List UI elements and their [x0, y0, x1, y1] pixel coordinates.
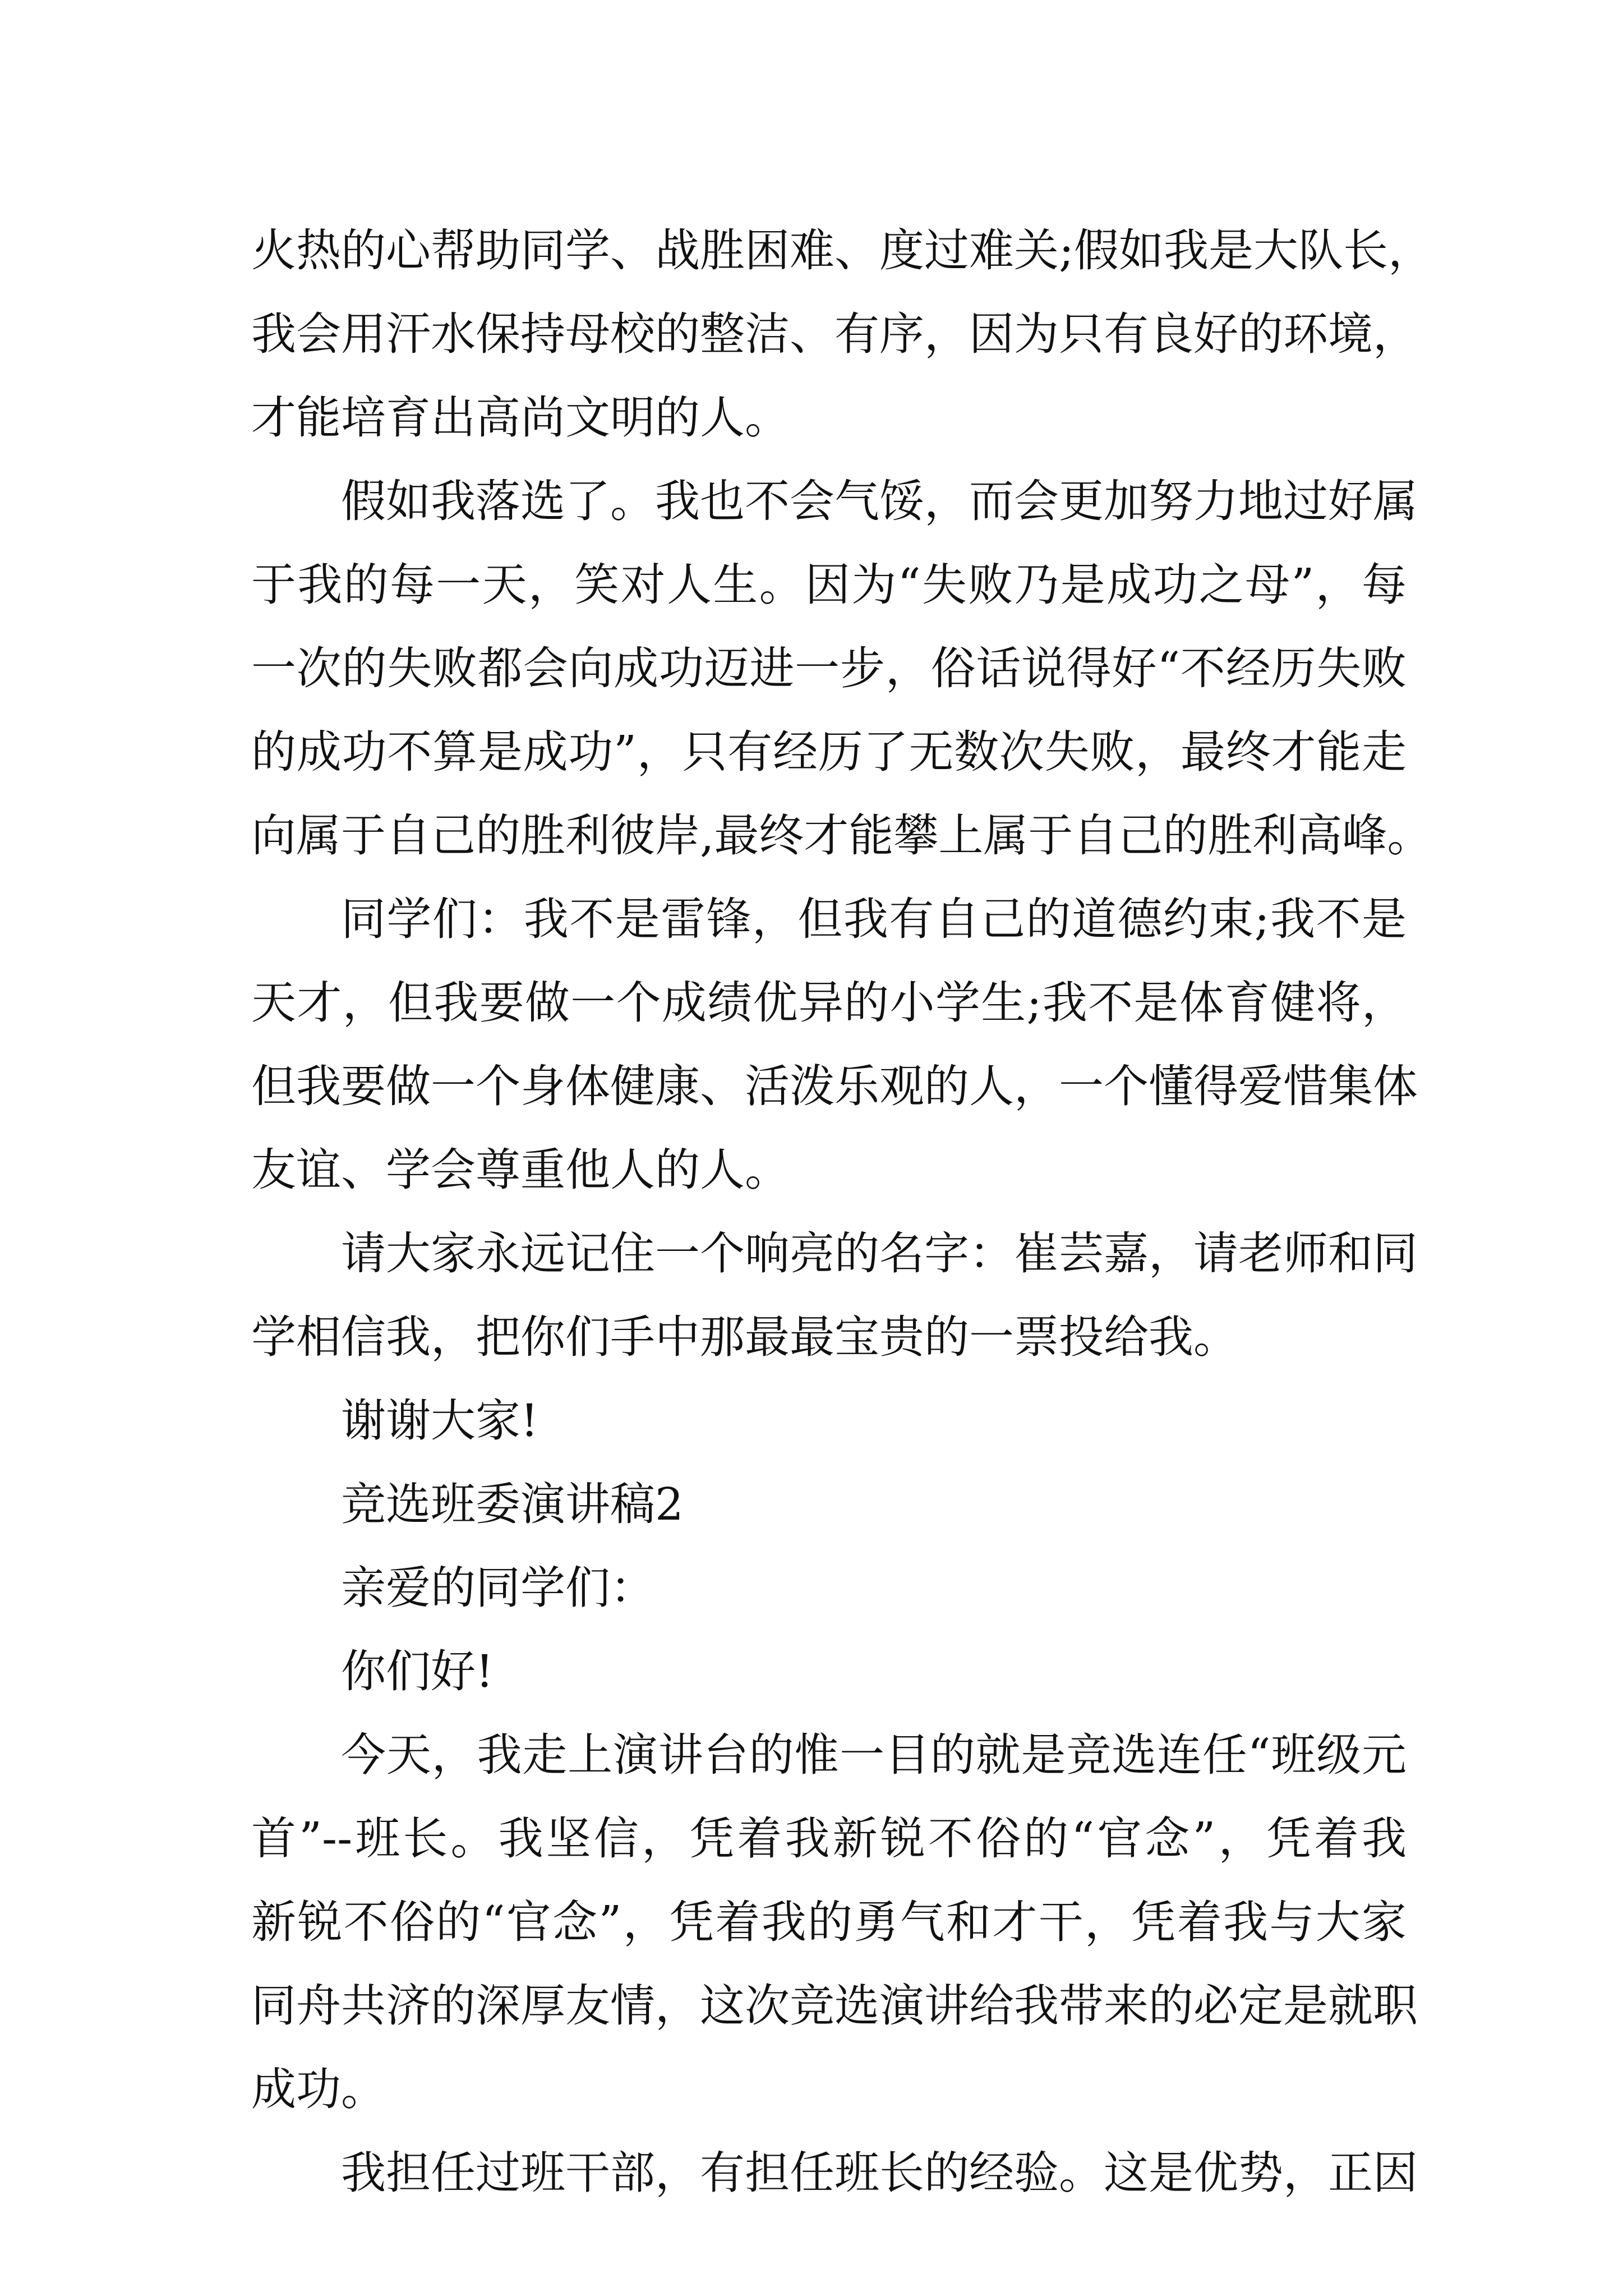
text-line: 我担任过班干部，有担任班长的经验。这是优势，正因 [341, 2147, 1418, 2199]
text-line: 请大家永远记住一个响亮的名字：崔芸嘉，请老师和同 [341, 1227, 1418, 1280]
text-line: 学相信我，把你们手中那最最宝贵的一票投给我。 [251, 1311, 1238, 1363]
text-line: 但我要做一个身体健康、活泼乐观的人，一个懂得爱惜集体 [251, 1060, 1418, 1112]
text-line: 天才，但我要做一个成绩优异的小学生;我不是体育健将， [251, 977, 1407, 1029]
section-heading: 竞选班委演讲稿2 [341, 1478, 684, 1530]
text-line: 谢谢大家! [341, 1395, 539, 1447]
text-line: 向属于自己的胜利彼岸,最终才能攀上属于自己的胜利高峰。 [251, 809, 1432, 862]
text-line: 亲爱的同学们： [341, 1562, 655, 1614]
text-line: 我会用汗水保持母校的整洁、有序，因为只有良好的环境， [251, 308, 1418, 360]
text-line: 成功。 [251, 2063, 386, 2115]
document-body [251, 209, 1433, 2215]
text-line: 首”--班长。我坚信，凭着我新锐不俗的“官念”，凭着我 [251, 1812, 1407, 1865]
text-line: 同舟共济的深厚友情，这次竞选演讲给我带来的必定是就职 [251, 1980, 1418, 2032]
text-line: 友谊、学会尊重他人的人。 [251, 1144, 790, 1196]
text-line: 一次的失败都会向成功迈进一步，俗话说得好“不经历失败 [251, 642, 1407, 694]
text-line: 今天，我走上演讲台的惟一目的就是竞选连任“班级元 [341, 1729, 1407, 1781]
text-line: 的成功不算是成功”，只有经历了无数次失败，最终才能走 [251, 726, 1407, 778]
text-line: 新锐不俗的“官念”，凭着我的勇气和才干，凭着我与大家 [251, 1896, 1407, 1948]
text-line: 火热的心帮助同学、战胜困难、度过难关;假如我是大队长， [251, 224, 1433, 277]
text-line: 假如我落选了。我也不会气馁，而会更加努力地过好属 [341, 475, 1418, 527]
text-line: 才能培育出高尚文明的人。 [251, 392, 790, 444]
text-line: 同学们：我不是雷锋，但我有自己的道德约束;我不是 [341, 893, 1407, 945]
text-line: 于我的每一天，笑对人生。因为“失败乃是成功之母”，每 [251, 559, 1407, 611]
text-line: 你们好! [341, 1645, 494, 1697]
